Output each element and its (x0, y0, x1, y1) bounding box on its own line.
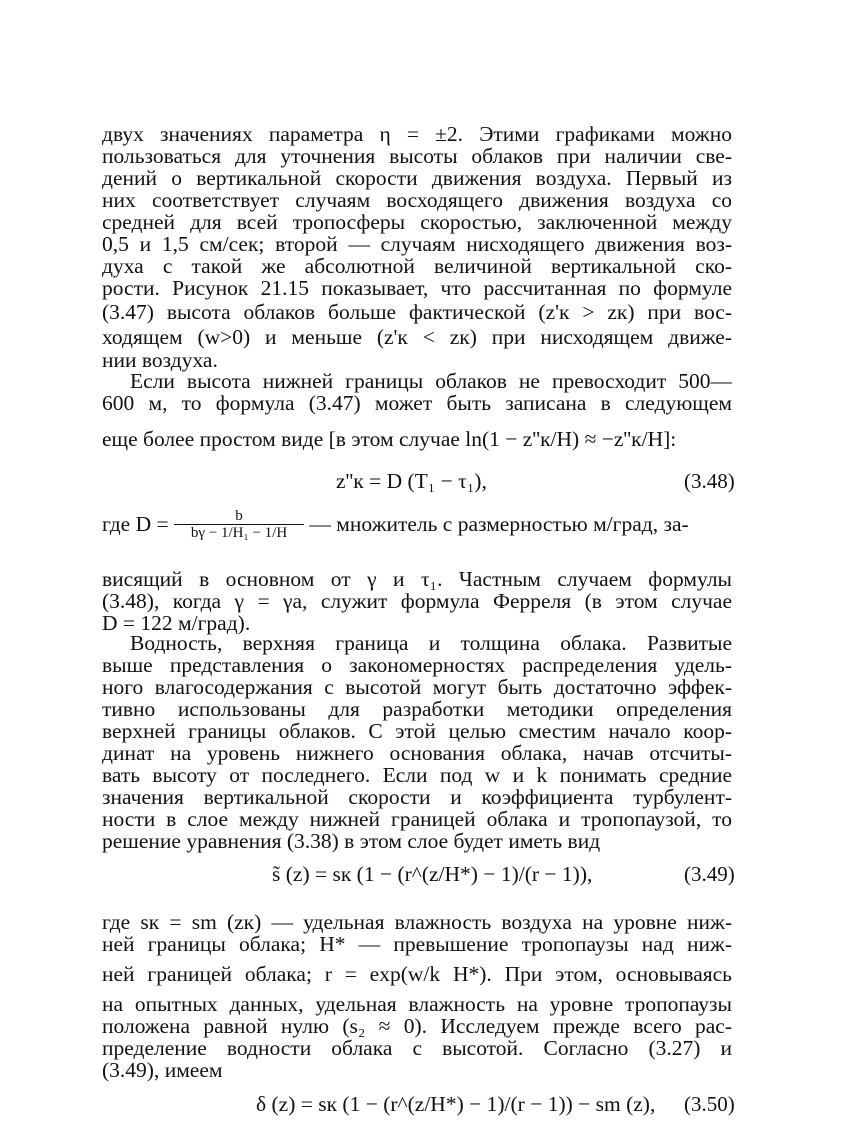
text-line: ного влагосодержания с высотой могут быть достаточно эффек- (102, 675, 732, 699)
equation-number: (3.49) (684, 862, 735, 886)
text-line: верхней границы облаков. С этой целью сместим начало коор- (102, 719, 732, 743)
text-line: 0,5 и 1,5 см/сек; второй — случаям нисходящего движения воз- (102, 232, 732, 256)
paragraph-1 (102, 123, 732, 371)
text-line: где sк = sm (zк) — удельная влажность воздуха на уровне ниж- (102, 910, 732, 934)
equation-number: (3.50) (684, 1092, 735, 1116)
text-line: нии воздуха. (102, 348, 218, 372)
text-line: тивно использованы для разработки методики определения (102, 697, 732, 721)
paragraph-5 (102, 911, 732, 1081)
text-line: положена равной нулю (s₂ ≈ 0). Исследуем прежде всего рас- (102, 1014, 732, 1038)
text-line: Водность, верхняя граница и толщина облака. Развитые (130, 631, 732, 655)
text-line: вать высоту от последнего. Если под w и k понимать средние (102, 763, 732, 787)
text-line: на опытных данных, удельная влажность на уровне тропопаузы (102, 992, 732, 1016)
text-line: значения вертикальной скорости и коэффициента турбулент- (102, 785, 732, 809)
equation-text: s̃ (z) = sк (1 − (r^(z/H*) − 1)/(r − 1)), (272, 862, 593, 886)
text-line: ходящем (w>0) и меньше (z'к < zк) при нисходящем движе- (102, 325, 732, 349)
paragraph-3 (102, 568, 732, 634)
text-line: пользоваться для уточнения высоты облаков при наличии све- (102, 144, 732, 168)
text-line: (3.48), когда γ = γа, служит формула Ферреля (в этом случае (102, 589, 732, 613)
equation-3-48 (336, 469, 487, 494)
text-line: (3.49), имеем (102, 1058, 223, 1082)
fraction-denominator: bγ − 1/H₁ − 1/H (174, 524, 304, 541)
text-line: рости. Рисунок 21.15 показывает, что рассчитанная по формуле (102, 276, 732, 300)
paragraph-2 (102, 370, 732, 450)
text-line: Если высота нижней границы облаков не превосходит 500— (130, 369, 732, 393)
text-line: ности в слое между нижней границей облака и тропопаузой, то (102, 807, 732, 831)
fraction-numerator: b (235, 508, 243, 524)
paragraph-4 (102, 632, 732, 852)
text-line: дений о вертикальной скорости движения воздуха. Первый из (102, 166, 732, 190)
fraction (174, 508, 304, 541)
text-line: D = 122 м/град). (102, 611, 251, 635)
text-line: висящий в основном от γ и τ₁. Частным случаем формулы (102, 567, 732, 591)
text-line: ней границей облака; r = exp(w/k H*). При этом, основываясь (102, 962, 732, 986)
equation-3-50 (256, 1092, 655, 1117)
text-line: двух значениях параметра η = ±2. Этими графиками можно (102, 122, 732, 146)
text-line: ней границы облака; H* — превышение тропопаузы над ниж- (102, 932, 732, 956)
text-line: 600 м, то формула (3.47) может быть записана в следующем (102, 391, 732, 415)
text-line: динат на уровень нижнего основания облака, начав отсчиты- (102, 741, 732, 765)
definition-suffix: — множитель с размерностью м/град, за- (309, 512, 689, 536)
equation-text: δ (z) = sк (1 − (r^(z/H*) − 1)/(r − 1)) − sm (z), (256, 1092, 656, 1116)
text-line: еще более простом виде [в этом случае ln(1 − z''к/H) ≈ −z''к/H]: (102, 427, 677, 451)
equation-number: (3.48) (684, 469, 735, 493)
text-line: средней для всей тропосферы скоростью, заключенной между (102, 210, 732, 234)
equation-text: z''к = D (T₁ − τ₁), (336, 469, 487, 493)
text-line: (3.47) высота облаков больше фактической (z'к > zк) при вос- (102, 300, 732, 324)
text-line: выше представления о закономерностях распределения удель- (102, 653, 732, 677)
definition-prefix: где D = (102, 512, 169, 536)
text-line: них соответствует случаям восходящего движения воздуха со (102, 188, 732, 212)
text-line: решение уравнения (3.38) в этом слое будет иметь вид (102, 829, 601, 853)
text-line: духа с такой же абсолютной величиной вертикальной ско- (102, 254, 732, 278)
text-line: пределение водности облака с высотой. Согласно (3.27) и (102, 1036, 732, 1060)
equation-3-49 (272, 862, 592, 887)
definition-D (102, 508, 689, 541)
